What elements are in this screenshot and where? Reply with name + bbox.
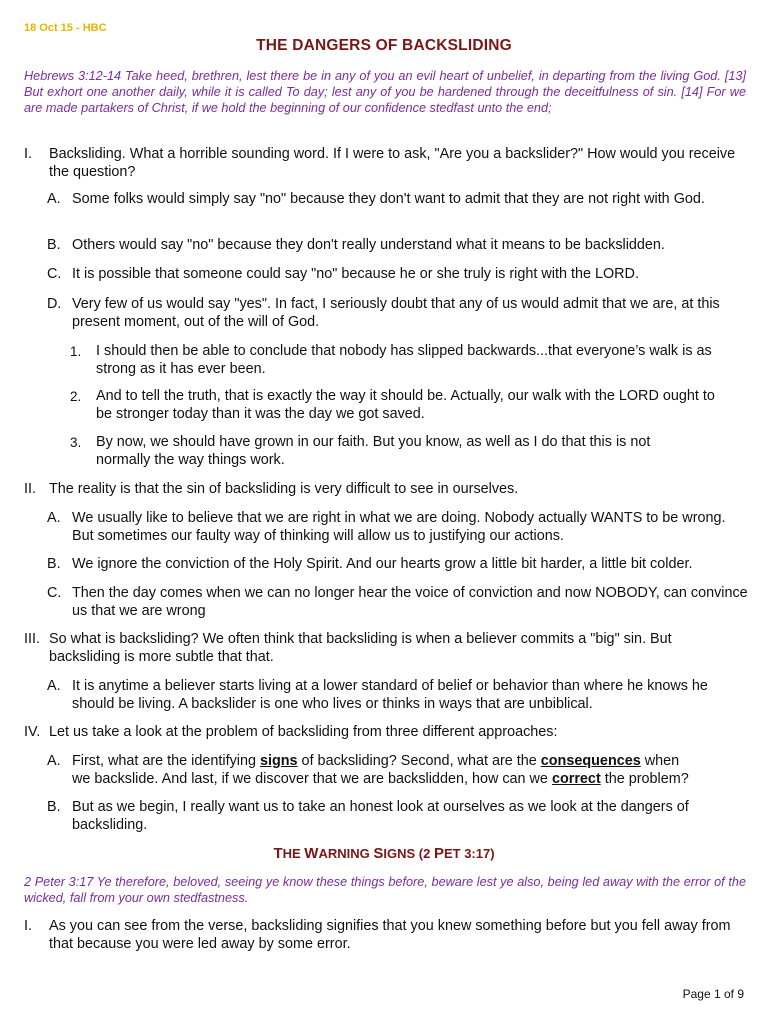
keyword-correct: correct [551, 770, 601, 787]
outline-2-item-I: As you can see from the verse, backsliding signifies that you knew something before but you fell away from that because you were led away by some error. [49, 918, 731, 952]
outline-marker-I-D: D. [47, 296, 62, 312]
outline-marker-II-C: C. [47, 585, 62, 601]
outline-item-III: So what is backsliding? We often think that backsliding is when a believer commits a "big" sin. But backsliding is more subtle that that. [49, 631, 672, 665]
outline-marker-I-A: A. [47, 191, 61, 207]
outline-item-II-B: We ignore the conviction of the Holy Spirit. And our hearts grow a little bit harder, a little bit colder. [72, 556, 693, 572]
outline-item-II: The reality is that the sin of backsliding is very difficult to see in ourselves. [49, 481, 519, 497]
scripture-2-peter: 2 Peter 3:17 Ye therefore, beloved, seeing ye know these things before, beware lest ye also, being led away with the error of the wicked, fall from your own stedfastness. [24, 875, 746, 906]
outline-marker-I-B: B. [47, 237, 61, 253]
outline-item-IV-B: But as we begin, I really want us to take an honest look at ourselves as we look at the dangers of backsliding. [72, 799, 689, 833]
outline-marker-2-I: I. [24, 918, 32, 934]
outline-marker-IV-B: B. [47, 799, 61, 815]
outline-item-IV-A-line2: we backslide. And last, if we discover that we are backslidden, how can we correct the problem? [72, 770, 689, 787]
outline-item-III-A: It is anytime a believer starts living at a lower standard of belief or behavior than where he knows he should be living. A backslider is one who lives or thinks in ways that are unbiblical. [72, 678, 708, 712]
outline-marker-I-D-1: 1. [70, 344, 82, 359]
document-title: THE DANGERS OF BACKSLIDING [256, 37, 512, 54]
outline-marker-I: I. [24, 146, 32, 162]
keyword-signs: signs [259, 753, 298, 769]
outline-marker-IV-A: A. [47, 753, 61, 769]
outline-item-I-C: It is possible that someone could say "no" because he or she truly is right with the LORD. [72, 266, 639, 282]
outline-marker-III: III. [24, 631, 40, 647]
outline-item-IV-A-line1: First, what are the identifying signs of backsliding? Second, what are the consequences when [72, 753, 680, 769]
outline-item-I-D-2: And to tell the truth, that is exactly the way it should be. Actually, our walk with the LORD ought to be stronger today than it was the day we got saved. [96, 388, 715, 422]
outline-item-I-D-1: I should then be able to conclude that nobody has slipped backwards...that everyone’s walk is as strong as it has ever been. [96, 343, 712, 377]
outline-marker-I-C: C. [47, 266, 62, 282]
outline-marker-II: II. [24, 481, 36, 497]
section-heading: THE WARNING SIGNS (2 PET 3:17) [273, 845, 495, 862]
outline-marker-IV: IV. [24, 724, 41, 740]
outline-item-I-D: Very few of us would say "yes". In fact, I seriously doubt that any of us would admit that we are, at this present moment, out of the will of God. [72, 296, 720, 330]
outline-marker-II-A: A. [47, 510, 61, 526]
outline-item-I-D-3: By now, we should have grown in our faith. But you know, as well as I do that this is not normally the way things work. [96, 434, 651, 468]
outline-item-I-A: Some folks would simply say "no" because they don't want to admit that they are not right with God. [72, 191, 705, 207]
scripture-hebrews: Hebrews 3:12-14 Take heed, brethren, lest there be in any of you an evil heart of unbelief, in departing from the living God. [13] But exhort one another daily, while it is called To day; lest any of you be hardened through the deceitfulness of sin. [14] For we are made partakers of Christ, if we hold the beginning of our confidence stedfast unto the end; [24, 69, 746, 116]
outline-item-I-B: Others would say "no" because they don't really understand what it means to be backslidden. [72, 237, 665, 253]
outline-marker-I-D-2: 2. [70, 389, 82, 404]
outline-item-II-C: Then the day comes when we can no longer hear the voice of conviction and now NOBODY, can convince us that we are wrong [72, 585, 748, 619]
outline-marker-III-A: A. [47, 678, 61, 694]
page-number: Page 1 of 9 [682, 987, 744, 1001]
outline-item-II-A: We usually like to believe that we are right in what we are doing. Nobody actually WANTS to be wrong. But sometimes our faulty way of thinking will allow us to justifying our actions. [72, 510, 726, 544]
date-label: 18 Oct 15 - HBC [24, 22, 107, 34]
keyword-consequences: consequences [540, 753, 641, 769]
outline-marker-II-B: B. [47, 556, 61, 572]
outline-item-IV: Let us take a look at the problem of backsliding from three different approaches: [49, 724, 558, 740]
outline-item-I: Backsliding. What a horrible sounding word. If I were to ask, "Are you a backslider?" How would you receive the question? [49, 146, 736, 180]
outline-marker-I-D-3: 3. [70, 435, 82, 450]
